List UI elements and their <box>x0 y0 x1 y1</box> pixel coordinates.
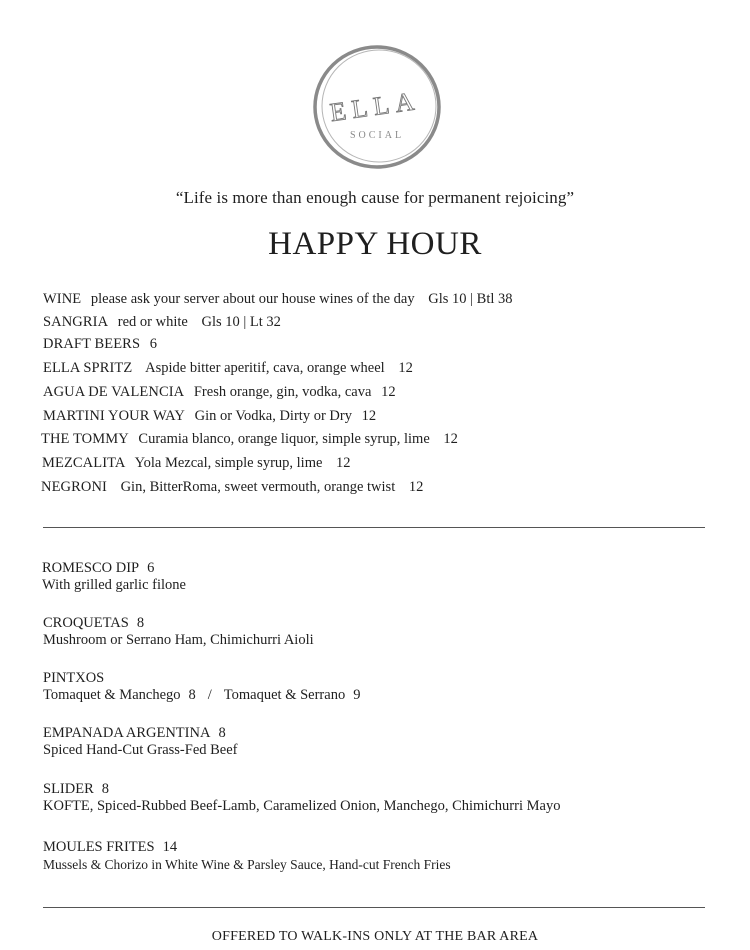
option-label: Tomaquet & Serrano <box>223 687 346 703</box>
tagline-quote: “Life is more than enough cause for permanent rejoicing” <box>175 188 575 207</box>
drink-name: THE TOMMY <box>41 431 129 447</box>
drink-name: MARTINI YOUR WAY <box>43 408 185 424</box>
drink-description: Gin, BitterRoma, sweet vermouth, orange twist <box>120 479 396 495</box>
drink-name: MEZCALITA <box>42 455 126 471</box>
drink-item <box>43 314 281 331</box>
drink-price: Gls 10 | Btl 38 <box>428 291 513 307</box>
drink-description: please ask your server about our house wines of the day <box>90 291 415 307</box>
food-description: Mushroom or Serrano Ham, Chimichurri Aioli <box>43 632 314 648</box>
drink-item <box>43 384 396 401</box>
option-price: 9 <box>353 687 361 703</box>
drink-name: WINE <box>43 291 82 307</box>
section-divider <box>43 527 705 528</box>
page-title: HAPPY HOUR <box>268 226 482 262</box>
drink-name: SANGRIA <box>43 314 109 330</box>
food-name: ROMESCO DIP <box>42 560 140 576</box>
food-item <box>43 670 360 704</box>
drink-item <box>43 408 376 425</box>
food-name: SLIDER <box>43 781 94 797</box>
drink-description: Gin or Vodka, Dirty or Dry <box>194 408 352 424</box>
food-item <box>43 615 314 649</box>
drink-name: ELLA SPRITZ <box>43 360 133 376</box>
food-item <box>43 725 238 759</box>
drink-item <box>43 291 513 308</box>
drink-name: NEGRONI <box>41 479 107 495</box>
drink-item <box>43 336 157 353</box>
drink-description: Curamia blanco, orange liquor, simple syrup, lime <box>138 431 430 447</box>
food-price: 6 <box>147 560 155 576</box>
drink-item <box>43 360 413 377</box>
drink-price: 12 <box>361 408 377 424</box>
drink-price: Gls 10 | Lt 32 <box>201 314 281 330</box>
option-separator: / <box>207 687 212 703</box>
food-price: 8 <box>218 725 226 741</box>
food-price: 14 <box>162 839 178 855</box>
drink-name: DRAFT BEERS <box>43 336 141 352</box>
ella-social-logo <box>311 43 443 171</box>
food-item <box>43 839 451 873</box>
food-description: Spiced Hand-Cut Grass-Fed Beef <box>43 742 238 758</box>
food-price: 8 <box>136 615 145 631</box>
logo-subword: SOCIAL <box>349 130 405 141</box>
option-label: Tomaquet & Manchego <box>43 687 181 703</box>
drink-name: AGUA DE VALENCIA <box>43 384 185 400</box>
drink-price: 12 <box>443 431 458 447</box>
drink-description: red or white <box>117 314 188 330</box>
drink-item <box>41 479 423 496</box>
food-name: MOULES FRITES <box>43 839 155 855</box>
food-price: 8 <box>101 781 109 797</box>
food-options <box>43 687 360 704</box>
drink-price: 12 <box>381 384 396 400</box>
drink-price: 6 <box>149 336 157 352</box>
logo-word: ELLA <box>328 85 422 128</box>
option-price: 8 <box>188 687 196 703</box>
food-description: With grilled garlic filone <box>42 577 186 593</box>
drink-description: Aspide bitter aperitif, cava, orange wheel <box>145 360 385 376</box>
food-item <box>42 560 186 594</box>
drink-price: 12 <box>408 479 424 495</box>
food-description: KOFTE, Spiced-Rubbed Beef-Lamb, Caramelized Onion, Manchego, Chimichurri Mayo <box>43 798 561 814</box>
drink-description: Yola Mezcal, simple syrup, lime <box>134 455 323 471</box>
footer-note: OFFERED TO WALK-INS ONLY AT THE BAR AREA <box>211 929 539 944</box>
food-name: EMPANADA ARGENTINA <box>43 725 211 741</box>
drink-item <box>41 431 458 448</box>
food-name: CROQUETAS <box>43 615 129 631</box>
drink-price: 12 <box>398 360 413 376</box>
food-name: PINTXOS <box>43 670 105 686</box>
drink-price: 12 <box>336 455 351 471</box>
footer-divider <box>43 907 705 908</box>
drink-description: Fresh orange, gin, vodka, cava <box>193 384 372 400</box>
food-description: Mussels & Chorizo in White Wine & Parsley Sauce, Hand-cut French Fries <box>43 857 451 872</box>
drink-item <box>42 455 351 472</box>
food-item <box>43 781 560 815</box>
